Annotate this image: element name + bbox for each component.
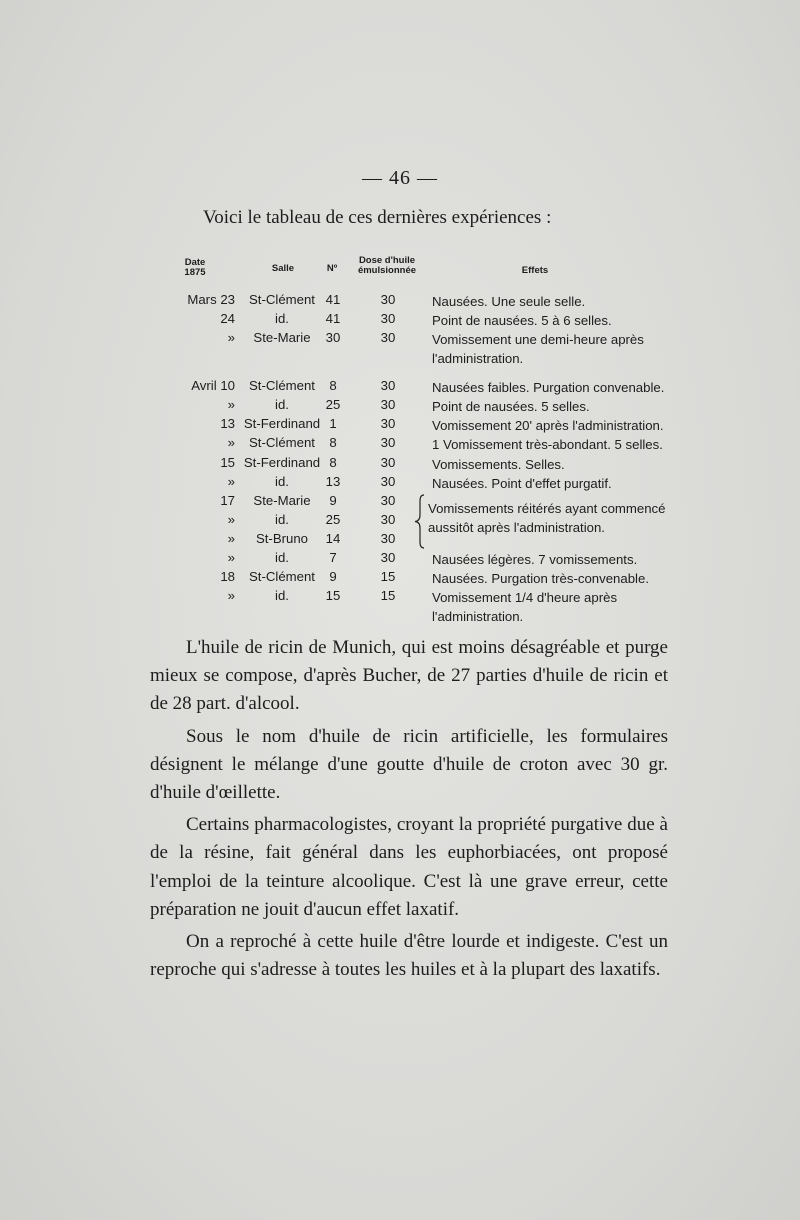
table-row <box>170 292 680 311</box>
table-row <box>170 455 680 474</box>
cell-dose: 30 <box>380 511 396 527</box>
header-effets: Effets <box>521 265 549 276</box>
cell-date: » <box>227 588 235 604</box>
cell-effets: Nausées faibles. Purgation convenable. <box>432 380 665 396</box>
cell-dose: 30 <box>380 330 396 346</box>
table-row <box>170 512 680 531</box>
cell-number: 30 <box>325 330 341 346</box>
cell-effets: Vomissements. Selles. <box>432 456 565 472</box>
cell-dose: 15 <box>380 588 396 604</box>
cell-number: 8 <box>329 378 337 394</box>
cell-number: 41 <box>325 311 341 327</box>
cell-salle: St-Clément <box>249 378 315 394</box>
cell-number: 14 <box>325 530 341 546</box>
cell-dose: 30 <box>380 397 396 413</box>
table-row <box>170 435 680 454</box>
header-date: Date 1875 <box>184 257 206 278</box>
cell-dose: 30 <box>380 311 396 327</box>
cell-number: 15 <box>325 588 341 604</box>
paragraph: Certains pharmacologistes, croyant la propriété purgative due à de la résine, fait général dans les euphorbiacées, ont proposé l'emploi de la teinture alcoolique. C'est là une grave erreur, cette préparation ne jouit d'aucun effet laxatif. <box>150 814 668 920</box>
cell-date: » <box>227 550 235 566</box>
cell-salle: St-Ferdinand <box>243 416 321 432</box>
cell-number: 8 <box>329 454 337 470</box>
cell-effets: 1 Vomissement très-abondant. 5 selles. <box>432 437 663 453</box>
table-row <box>170 378 680 397</box>
table-body <box>170 292 680 626</box>
cell-date: Avril 10 <box>191 378 235 394</box>
cell-salle: Ste-Marie <box>253 330 311 346</box>
page-number: — 46 — <box>362 167 438 189</box>
cell-number: 8 <box>329 435 337 451</box>
table-row <box>170 588 680 626</box>
cell-dose: 30 <box>380 473 396 489</box>
cell-number: 41 <box>325 292 341 307</box>
cell-effets: Nausées. Point d'effet purgatif. <box>432 475 612 491</box>
cell-effets: Nausées. Une seule selle. <box>432 294 586 309</box>
paragraph: L'huile de ricin de Munich, qui est moins désagréable et purge mieux se compose, d'après Bucher, de 27 parties d'huile de ricin et de 28 part. d'alcool. <box>150 637 668 715</box>
cell-date: 13 <box>220 416 235 432</box>
cell-salle: id. <box>275 311 289 327</box>
table-row <box>170 311 680 330</box>
cell-date: » <box>227 530 235 546</box>
cell-dose: 30 <box>380 292 396 307</box>
cell-dose: 15 <box>380 569 396 585</box>
header-dose: Dose d'huile émulsionnée <box>357 255 417 276</box>
cell-number: 13 <box>325 473 341 489</box>
table-row <box>170 397 680 416</box>
cell-number: 7 <box>329 550 337 566</box>
header-number: Nº <box>326 263 338 274</box>
table-row <box>170 474 680 493</box>
paragraph: On a reproché à cette huile d'être lourde et indigeste. C'est un reproche qui s'adresse à toutes les huiles et à la plupart des laxatifs. <box>150 931 668 981</box>
cell-effets: Nausées. Purgation très-convenable. <box>432 571 649 587</box>
cell-date: » <box>227 435 235 451</box>
cell-date: Mars 23 <box>187 292 235 307</box>
cell-effets: Point de nausées. 5 à 6 selles. <box>432 313 612 329</box>
cell-date: 17 <box>220 492 235 508</box>
cell-date: » <box>227 397 235 413</box>
cell-number: 1 <box>329 416 337 432</box>
cell-number: 9 <box>329 569 337 585</box>
cell-dose: 30 <box>380 435 396 451</box>
cell-date: » <box>227 511 235 527</box>
cell-salle: St-Clément <box>249 435 315 451</box>
header-salle: Salle <box>271 263 295 274</box>
table-row <box>170 531 680 550</box>
cell-date: 15 <box>220 454 235 470</box>
cell-salle: id. <box>275 473 289 489</box>
cell-salle: St-Clément <box>249 569 315 585</box>
cell-dose: 30 <box>380 550 396 566</box>
cell-salle: St-Ferdinand <box>243 454 321 470</box>
cell-date: » <box>227 473 235 489</box>
cell-effets: Vomissement 20' après l'administration. <box>432 418 664 434</box>
cell-number: 9 <box>329 492 337 508</box>
intro-text: Voici le tableau de ces dernières expériences : <box>203 207 552 228</box>
cell-effets: Vomissement 1/4 d'heure après l'administration. <box>432 590 618 625</box>
paragraph: Sous le nom d'huile de ricin artificielle, les formulaires désignent le mélange d'une goutte d'huile de croton avec 30 gr. d'huile d'œillette. <box>150 725 668 804</box>
table-row <box>170 330 680 368</box>
grouped-effect: Vomissements réitérés ayant commencé aussitôt après l'administration. <box>428 500 666 535</box>
table-row <box>170 416 680 435</box>
cell-date: » <box>227 330 235 346</box>
cell-salle: id. <box>275 397 289 413</box>
cell-salle: id. <box>275 550 289 566</box>
cell-dose: 30 <box>380 416 396 432</box>
cell-effets: Vomissement une demi-heure après l'administration. <box>432 332 644 367</box>
cell-date: 24 <box>220 311 235 327</box>
table-header <box>170 256 680 286</box>
table-row <box>170 569 680 588</box>
cell-effets: Point de nausées. 5 selles. <box>432 399 590 415</box>
cell-dose: 30 <box>380 492 396 508</box>
cell-dose: 30 <box>380 530 396 546</box>
cell-number: 25 <box>325 511 341 527</box>
cell-salle: id. <box>275 588 289 604</box>
cell-number: 25 <box>325 397 341 413</box>
cell-salle: Ste-Marie <box>253 492 311 508</box>
cell-dose: 30 <box>380 378 396 394</box>
cell-dose: 30 <box>380 454 396 470</box>
cell-salle: St-Clément <box>249 292 315 307</box>
cell-salle: id. <box>275 511 289 527</box>
cell-date: 18 <box>220 569 235 585</box>
table-row <box>170 550 680 569</box>
cell-salle: St-Bruno <box>255 530 309 546</box>
body-text <box>150 634 668 984</box>
cell-effets: Nausées légères. 7 vomissements. <box>432 552 638 568</box>
